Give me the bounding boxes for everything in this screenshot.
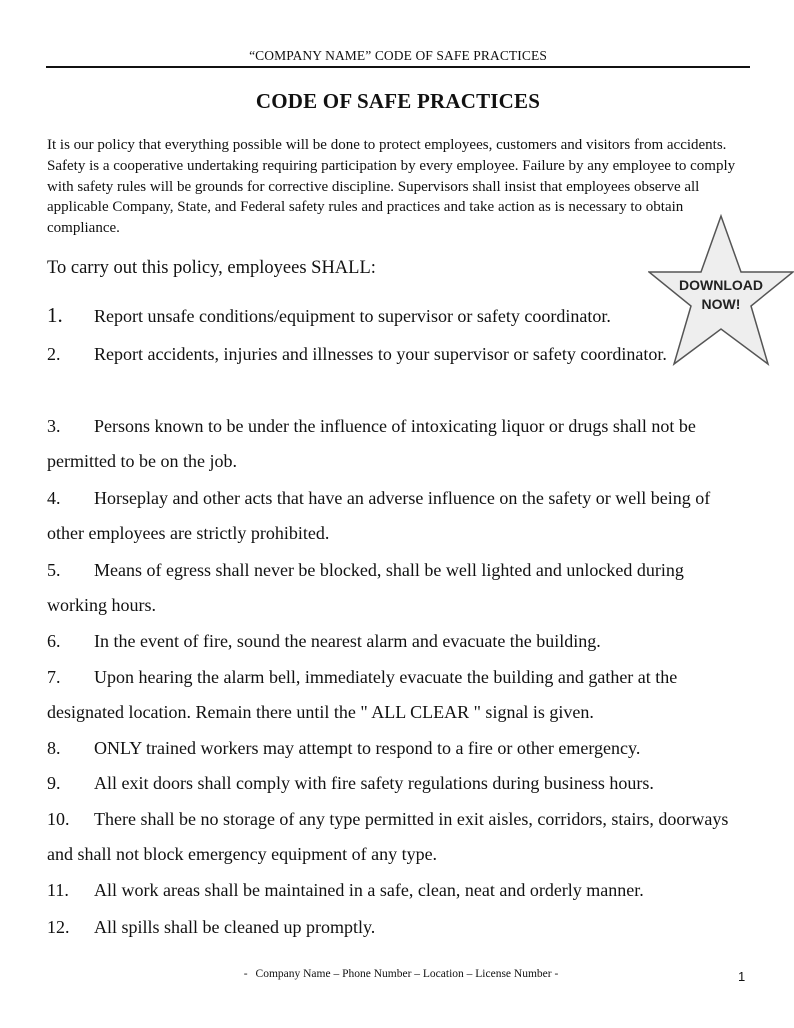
- item-text: Horseplay and other acts that have an adverse influence on the safety or well being of other employees are strictly prohibited.: [47, 488, 711, 543]
- item-text: In the event of fire, sound the nearest alarm and evacuate the building.: [94, 631, 601, 651]
- item-number: 6.: [47, 631, 61, 651]
- list-item: [47, 873, 747, 908]
- list-item: [47, 802, 747, 872]
- item-text: All work areas shall be maintained in a safe, clean, neat and orderly manner.: [94, 880, 644, 900]
- intro-line: To carry out this policy, employees SHALL:: [47, 258, 376, 278]
- download-now-button[interactable]: [648, 276, 794, 314]
- now-label: NOW!: [701, 296, 741, 312]
- page-footer: [0, 968, 794, 980]
- list-item: [47, 910, 747, 945]
- item-text: Report unsafe conditions/equipment to supervisor or safety coordinator.: [94, 306, 611, 326]
- list-item: [47, 298, 747, 334]
- list-item: [47, 624, 747, 659]
- list-item: [47, 766, 747, 801]
- list-item: [47, 409, 747, 479]
- item-number: 10.: [47, 809, 70, 829]
- list-item: [47, 731, 747, 766]
- download-label: DOWNLOAD: [679, 277, 763, 293]
- item-text: Upon hearing the alarm bell, immediately evacuate the building and gather at the designated location. Remain there until the " ALL CLEAR " signal is given.: [47, 667, 678, 722]
- list-item: [47, 337, 747, 372]
- item-number: 9.: [47, 773, 61, 793]
- item-number: 5.: [47, 560, 61, 580]
- item-text: Report accidents, injuries and illnesses to your supervisor or safety coordinator.: [94, 344, 667, 364]
- item-text: Means of egress shall never be blocked, shall be well lighted and unlocked during working hours.: [47, 560, 684, 615]
- page-header: “COMPANY NAME” CODE OF SAFE PRACTICES: [249, 48, 547, 63]
- list-item: [47, 660, 747, 730]
- list-item: [47, 481, 747, 551]
- item-number: 11.: [47, 880, 69, 900]
- list-item: [47, 553, 747, 623]
- item-number: 12.: [47, 917, 70, 937]
- item-number: 8.: [47, 738, 61, 758]
- item-text: Persons known to be under the influence of intoxicating liquor or drugs shall not be permitted to be on the job.: [47, 416, 696, 471]
- policy-paragraph: It is our policy that everything possible will be done to protect employees, customers and visitors from accidents. Safety is a cooperative undertaking requiring participation by every employee. Failure by any employee to comply with safety rules will be grounds for corrective discipline. Supervisors shall insist that employees observe all applicable Company, State, and Federal safety rules and practices and take action as is necessary to obtain compliance.: [47, 137, 736, 237]
- item-text: ONLY trained workers may attempt to respond to a fire or other emergency.: [94, 738, 641, 758]
- item-text: All exit doors shall comply with fire safety regulations during business hours.: [94, 773, 654, 793]
- page-title: CODE OF SAFE PRACTICES: [255, 89, 541, 113]
- footer-dash: -: [243, 968, 248, 980]
- item-number: 3.: [47, 416, 61, 436]
- item-number: 2.: [47, 344, 61, 364]
- item-number: 4.: [47, 488, 61, 508]
- page-number: 1: [738, 969, 746, 984]
- item-number: 1.: [47, 303, 63, 327]
- item-number: 7.: [47, 667, 61, 687]
- header-rule: [46, 66, 750, 68]
- item-text: There shall be no storage of any type permitted in exit aisles, corridors, stairs, doorways and shall not block emergency equipment of any type.: [47, 809, 729, 864]
- item-text: All spills shall be cleaned up promptly.: [94, 917, 376, 937]
- footer-text: Company Name – Phone Number – Location – License Number -: [255, 968, 559, 980]
